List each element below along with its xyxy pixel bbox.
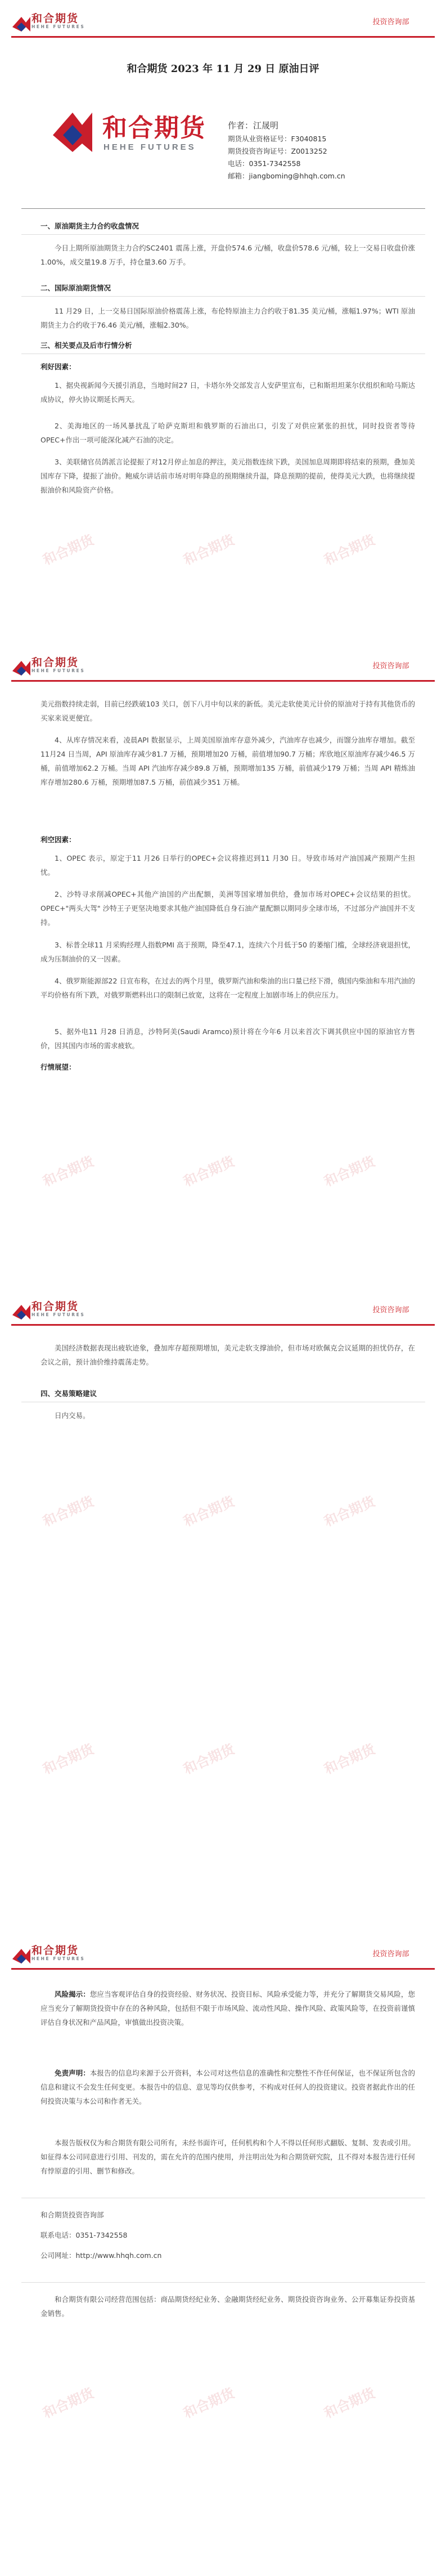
section-1-text: 今日上期所原油期货主力合约SC2401 震荡上涨，开盘价574.6 元/桶，收盘价578.6 元/桶，较上一交易日收盘价涨1.00%，成交量19.8 万手，持仓量3.60 万手。 [40,244,415,266]
section-4-heading: 四、交易策略建议 [40,1389,97,1398]
exemption-statement [40,2066,415,2108]
bullish-item-4: 4、从库存情况来看，凌晨API 数据显示，上周美国原油库存意外减少，汽油库存也减少，而馏分油库存增加。截至11月24 日当周，API 原油库存减少81.7 万桶，预期增加20 万桶，前值增加90.7 万桶；库欣地区原油库存减少46.5 万桶，前值增加62.2 万桶。当周 API 汽油库存减少89.8 万桶，预期增加135 万桶，前值减少179 万桶；当周 API 精炼油库存增加280.6 万桶，预期增加87.5 万桶，前值减少351 万桶。 [40,736,415,786]
page-2 [0,644,446,1288]
author-info [228,119,430,182]
watermark-logo-icon [180,1471,282,1533]
risk-disclosure [40,1987,415,2029]
svg-text:和合期货: 和合期货 [181,1493,237,1530]
author-name: 作者：江晟明 [228,120,279,131]
author-phone: 电话：0351-7342558 [228,159,301,168]
section-2-heading: 二、国际原油期货情况 [40,284,111,292]
svg-text:和合期货: 和合期货 [40,1741,97,1778]
svg-text:和合期货: 和合期货 [40,1153,97,1190]
svg-text:HEHE FUTURES: HEHE FUTURES [103,142,196,152]
section-1-line [21,234,425,235]
header-dept-label: 投资咨询部 [372,1306,409,1314]
brand-name-en: HEHE FUTURES [31,1312,85,1317]
brand-name-cn: 和合期货 [31,656,79,669]
header-dept-label: 投资咨询部 [372,662,409,670]
svg-text:和合期货: 和合期货 [181,1153,237,1190]
brand-name-cn: 和合期货 [31,1300,79,1313]
brand-name-en: HEHE FUTURES [31,668,85,673]
page-header [0,1288,446,1327]
risk-text: 您应当客观评估自身的投资经验、财务状况、投资目标、风险承受能力等，并充分了解期货交易风险，您应当充分了解期货投资中存在的各种风险，包括但不限于市场风险、流动性风险、操作风险、政策风险等，在投资前谨慎评估自身状况和产品风险，审慎做出投资决策。 [40,1990,415,2027]
report-title: 和合期货 2023 年 11 月 29 日 原油日评 [127,63,319,75]
bearish-item-3: 3、标普全球11 月采购经理人指数PMI 高于预期，降至47.1，连续六个月低于50 的萎缩门槛，全球经济衰退担忧，成为压制油价的又一因素。 [40,941,415,963]
bearish-item-2: 2、沙特寻求削减OPEC+其他产油国的产出配额，美洲等国家增加供给，叠加市场对OPEC+会议结果的担忧。OPEC+"两头大驾" 沙特王子更坚决地要求其他产油国降低自身石油产量配额以期同步全球市场，不过部分产油国并不支持。 [40,890,415,927]
bullish-item-1: 1、据央视新闻今天援引消息，当地时间27 日，卡塔尔外交部发言人安萨里宣布，已和斯坦坦莱尔伏组织和哈马斯达成协议，停火协议期延长两天。 [40,381,415,404]
svg-text:和合期货: 和合期货 [181,1741,237,1778]
practice-cert: 期货从业资格证号：F3040815 [228,135,327,143]
svg-text:和合期货: 和合期货 [102,114,206,142]
watermark-logo-icon [39,509,141,571]
svg-text:和合期货: 和合期货 [322,532,378,569]
svg-text:和合期货: 和合期货 [181,2385,237,2422]
exemption-text: 本报告的信息均来源于公开资料，本公司对这些信息的准确性和完整性不作任何保证，也不保证所包含的信息和建议不会发生任何变更。本报告中的信息、意见等均仅供参考，不构成对任何人的投资建议。投资者据此作出的任何投资决策与本公司和作者无关。 [40,2069,415,2105]
watermark-logo-icon [321,1471,422,1533]
watermark-logo-icon [39,1471,141,1533]
svg-text:和合期货: 和合期货 [322,1741,378,1778]
watermark-logo-icon [180,1719,282,1781]
bearish-heading: 利空因素： [40,835,76,844]
header-divider [11,1324,435,1326]
company-divider [21,2282,425,2283]
bearish-item-5: 5、据外电11 月28 日消息，沙特阿美(Saudi Aramco)预计将在今年6 月以来首次下调其供应中国的原油官方售价，因其国内市场的需求疲软。 [40,1027,415,1050]
advisory-cert: 期货投资咨询证号：Z0013252 [228,147,327,155]
page-header [0,1932,446,1971]
watermark-logo-icon [39,2363,141,2425]
page-4 [0,1932,446,2576]
exemption-label: 免责声明： [55,2069,90,2077]
contact-site[interactable]: 公司网址：http://www.hhqh.com.cn [40,2251,162,2260]
section-1-heading: 一、原油期货主力合约收盘情况 [40,222,139,230]
brand-name-en: HEHE FUTURES [31,24,85,29]
section-2-text: 11 月29 日，上一交易日国际原油价格震荡上涨，布伦特原油主力合约收于81.35 美元/桶，涨幅1.97%；WTI 原油期货主力合约收于76.46 美元/桶，涨幅2.30%。 [40,307,415,329]
watermark-logo-icon [180,2363,282,2425]
page-header [0,644,446,683]
svg-text:和合期货: 和合期货 [322,1493,378,1530]
svg-text:和合期货: 和合期货 [40,532,97,569]
brand-name-cn: 和合期货 [31,1944,79,1957]
brand-name-cn: 和合期货 [31,12,79,25]
company-scope: 和合期货有限公司经营范围包括：商品期货经纪业务、金融期货经纪业务、期货投资咨询业务、公开募集证券投资基金销售。 [40,2295,415,2318]
header-dept-label: 投资咨询部 [372,18,409,26]
svg-text:和合期货: 和合期货 [40,1493,97,1530]
author-email: 邮箱：jiangboming@hhqh.com.cn [228,172,345,180]
header-dept-label: 投资咨询部 [372,1950,409,1958]
header-divider [11,36,435,38]
bearish-item-4: 4、俄罗斯能源部22 日宣布称，在过去的两个月里，俄罗斯汽油和柴油的出口量已经下滑，俄国内柴油和车用汽油的平均价格有所下跌，对俄罗斯燃料出口的限制已放宽，这将在一定程度上加剧市场上的供应压力。 [40,977,415,999]
bullish-item-3-continued: 美元指数持续走弱，目前已经跌破103 关口，创下八月中旬以来的新低。美元走软使美元计价的原油对于持有其他货币的买家来说更便宜。 [40,700,415,722]
svg-text:和合期货: 和合期货 [322,1153,378,1190]
copyright-statement: 本报告版权仅为和合期货有限公司所有，未经书面许可，任何机构和个人不得以任何形式翻版、复制、发表或引用。如征得本公司同意进行引用、刊发的，需在允许的范围内使用，并注明出处为和合期货研究院，且不得对本报告进行任何有悖原意的引用、删节和修改。 [40,2139,415,2175]
watermark-logo-icon [321,509,422,571]
watermark-logo-icon [180,1131,282,1193]
outlook-text: 美国经济数据表现出疲软迹象，叠加库存超预期增加，美元走软支撑油价，但市场对欧佩克会议延期的担忧仍存，在会议之前，预计油价维持震荡走势。 [40,1344,415,1366]
watermark-logo-icon [321,1131,422,1193]
bullish-heading: 利好因素： [40,363,76,371]
risk-label: 风险揭示： [55,1990,90,1998]
page-3 [0,1288,446,1932]
watermark-logo-icon [321,2363,422,2425]
brand-name-en: HEHE FUTURES [31,1956,85,1961]
header-divider [11,1968,435,1970]
bearish-item-1: 1、OPEC 表示，原定于11 月26 日举行的OPEC+会议将推迟到11 月30 日。导致市场对产油国减产预期产生担忧。 [40,854,415,876]
info-divider [21,208,425,209]
section-2-line [21,296,425,297]
bullish-item-3: 3、美联储官员鸽派言论提振了对12月停止加息的押注，美元指数连续下跌，美国加息周期即将结束的预期，叠加美国库存下降，提振了油价。鲍威尔讲话前市场对明年降息的预期继续升温，降息预期的提前，使得美元大跌，也将继续提振油价和风险资产价格。 [40,458,415,494]
contact-block [40,2209,415,2270]
header-divider [11,680,435,682]
outlook-heading: 行情展望： [40,1063,76,1071]
section-3-heading: 三、相关要点及后市行情分析 [40,341,132,350]
contact-phone: 联系电话：0351-7342558 [40,2231,128,2239]
bullish-item-2: 2、美海地区的一场风暴扰乱了哈萨克斯坦和俄罗斯的石油出口，引发了对供应紧张的担忧，同时投资者等待OPEC+作出一项可能深化减产石油的决定。 [40,422,415,444]
svg-text:和合期货: 和合期货 [322,2385,378,2422]
page-1 [0,0,446,644]
strategy-text: 日内交易。 [55,1411,90,1420]
watermark-logo-icon [39,1131,141,1193]
svg-text:和合期货: 和合期货 [181,532,237,569]
contact-dept: 和合期货投资咨询部 [40,2211,104,2219]
watermark-logo-icon [180,509,282,571]
watermark-logo-icon [321,1719,422,1781]
brand-logo-large [47,90,210,169]
svg-text:和合期货: 和合期货 [40,2385,97,2422]
watermark-logo-icon [39,1719,141,1781]
page-header [0,0,446,39]
